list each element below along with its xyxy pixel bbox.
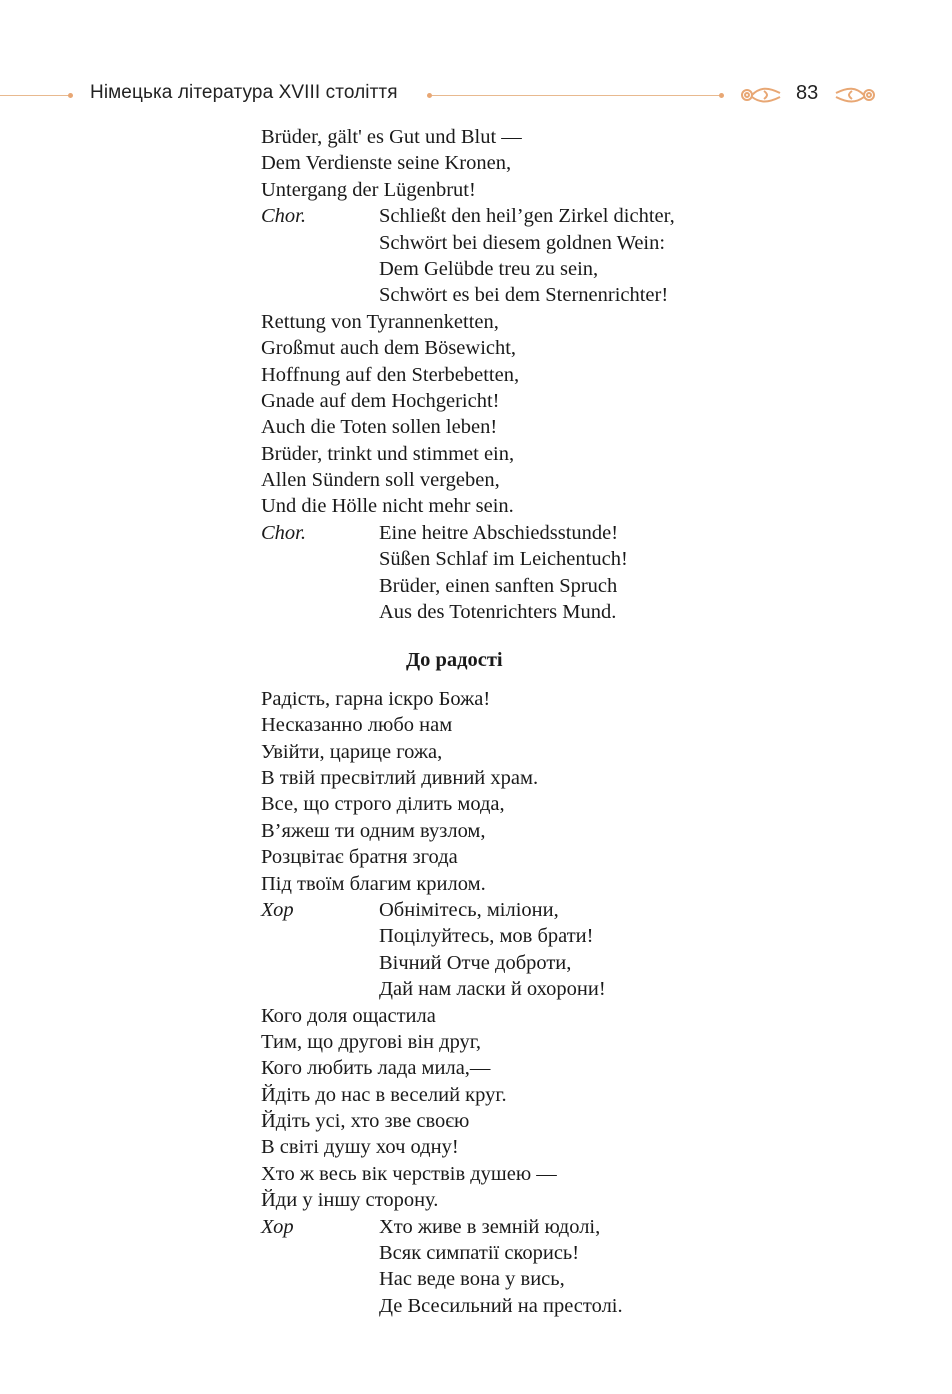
verse-text: Gnade auf dem Hochgericht! — [261, 389, 500, 412]
verse-text: Поцілуйтесь, мов брати! — [379, 925, 594, 948]
verse-text: Під твоїм благим крилом. — [261, 872, 486, 895]
verse-text: Кого доля ощастила — [261, 1004, 436, 1027]
verse-line — [261, 177, 821, 203]
verse-line — [261, 976, 821, 1002]
verse-line — [261, 309, 821, 335]
verse-line — [261, 1055, 821, 1081]
verse-text: Dem Gelübde treu zu sein, — [379, 257, 599, 280]
verse-text: Schwört es bei dem Sternenrichter! — [379, 284, 669, 307]
verse-text: Aus des Totenrichters Mund. — [379, 601, 617, 624]
ornament-left-icon — [738, 82, 782, 108]
verse-text: Де Всесильний на престолі. — [379, 1294, 623, 1317]
verse-text: Дай нам ласки й охорони! — [379, 978, 606, 1001]
verse-text: В’яжеш ти одним вузлом, — [261, 819, 486, 842]
verse-line — [261, 1266, 821, 1292]
verse-text: Всяк симпатії скорись! — [379, 1242, 580, 1265]
verse-line — [261, 1240, 821, 1266]
verse-line — [261, 335, 821, 361]
chorus-label: Хор — [261, 898, 294, 921]
chorus-label: Chor. — [261, 521, 307, 544]
verse-text: Все, що строго ділить мода, — [261, 793, 505, 816]
verse-line — [261, 1029, 821, 1055]
verse-line — [261, 1082, 821, 1108]
verse-text: Йдіть усі, хто зве своєю — [261, 1110, 470, 1133]
chorus-label: Chor. — [261, 205, 307, 228]
verse-text: Hoffnung auf den Sterbebetten, — [261, 363, 520, 386]
verse-text: Rettung von Tyrannenketten, — [261, 310, 499, 333]
poem-body — [261, 124, 821, 1319]
header-dot-left — [68, 93, 73, 98]
verse-text: Увійти, царице гожа, — [261, 740, 443, 763]
verse-line — [261, 124, 821, 150]
verse-line — [261, 897, 821, 923]
verse-line — [261, 573, 821, 599]
verse-line — [261, 493, 821, 519]
verse-line — [261, 441, 821, 467]
header-rule-left — [0, 95, 70, 96]
verse-line — [261, 282, 821, 308]
verse-line — [261, 150, 821, 176]
verse-line — [261, 1293, 821, 1319]
verse-text: Кого любить лада мила,— — [261, 1057, 491, 1080]
chorus-label: Хор — [261, 1215, 294, 1238]
verse-text: Йди у іншу сторону. — [261, 1189, 439, 1212]
verse-line — [261, 1214, 821, 1240]
verse-text: Brüder, trinkt und stimmet ein, — [261, 442, 515, 465]
verse-line — [261, 256, 821, 282]
verse-text: Обнімітесь, міліони, — [379, 898, 559, 921]
page-number: 83 — [796, 82, 819, 104]
verse-text: В твій пресвітлий дивний храм. — [261, 766, 539, 789]
verse-line — [261, 791, 821, 817]
poem-ode-to-joy-german — [261, 124, 821, 625]
verse-text: Süßen Schlaf im Leichentuch! — [379, 548, 628, 571]
verse-line — [261, 1161, 821, 1187]
poem-title: До радості — [406, 649, 503, 672]
verse-line — [261, 1003, 821, 1029]
verse-line — [261, 1187, 821, 1213]
verse-text: Allen Sündern soll vergeben, — [261, 469, 500, 492]
verse-text: Нас веде вона у вись, — [379, 1268, 565, 1291]
verse-text: Несказанно любо нам — [261, 714, 453, 737]
verse-line — [261, 739, 821, 765]
verse-line — [261, 414, 821, 440]
verse-line — [261, 599, 821, 625]
running-header — [0, 78, 952, 112]
verse-text: Auch die Toten sollen leben! — [261, 416, 498, 439]
verse-text: Großmut auch dem Bösewicht, — [261, 337, 517, 360]
verse-text: Und die Hölle nicht mehr sein. — [261, 495, 514, 518]
verse-line — [261, 203, 821, 229]
verse-line — [261, 844, 821, 870]
verse-text: Schwört bei diesem goldnen Wein: — [379, 231, 666, 254]
verse-line — [261, 388, 821, 414]
verse-line — [261, 818, 821, 844]
verse-text: Untergang der Lügenbrut! — [261, 178, 476, 201]
verse-line — [261, 546, 821, 572]
header-rule-middle — [432, 95, 722, 96]
verse-text: Dem Verdienste seine Kronen, — [261, 152, 512, 175]
verse-line — [261, 520, 821, 546]
verse-line — [261, 230, 821, 256]
poem-ode-to-joy-ukrainian — [261, 686, 821, 1319]
verse-line — [261, 950, 821, 976]
verse-line — [261, 1134, 821, 1160]
verse-text: Eine heitre Abschiedsstunde! — [379, 521, 619, 544]
verse-text: Brüder, gält' es Gut und Blut — — [261, 126, 522, 148]
verse-text: Brüder, einen sanften Spruch — [379, 574, 618, 597]
verse-line — [261, 923, 821, 949]
verse-text: В світі душу хоч одну! — [261, 1136, 459, 1159]
verse-line — [261, 362, 821, 388]
header-title: Німецька література XVIII століття — [90, 82, 398, 103]
verse-text: Радість, гарна іскро Божа! — [261, 687, 491, 710]
verse-text: Schließt den heil’gen Zirkel dichter, — [379, 205, 675, 228]
verse-text: Розцвітає братня згода — [261, 846, 458, 869]
verse-text: Хто ж весь вік черствів душею — — [261, 1162, 557, 1185]
verse-line — [261, 765, 821, 791]
verse-line — [261, 467, 821, 493]
verse-text: Вічний Отче доброти, — [379, 951, 572, 974]
verse-text: Тим, що другові він друг, — [261, 1030, 482, 1053]
verse-line — [261, 871, 821, 897]
verse-text: Хто живе в земній юдолі, — [379, 1215, 601, 1238]
verse-line — [261, 686, 821, 712]
verse-line — [261, 712, 821, 738]
verse-text: Йдіть до нас в веселий круг. — [261, 1083, 507, 1106]
ornament-right-icon — [834, 82, 878, 108]
verse-line — [261, 1108, 821, 1134]
header-dot-mid-right — [719, 93, 724, 98]
